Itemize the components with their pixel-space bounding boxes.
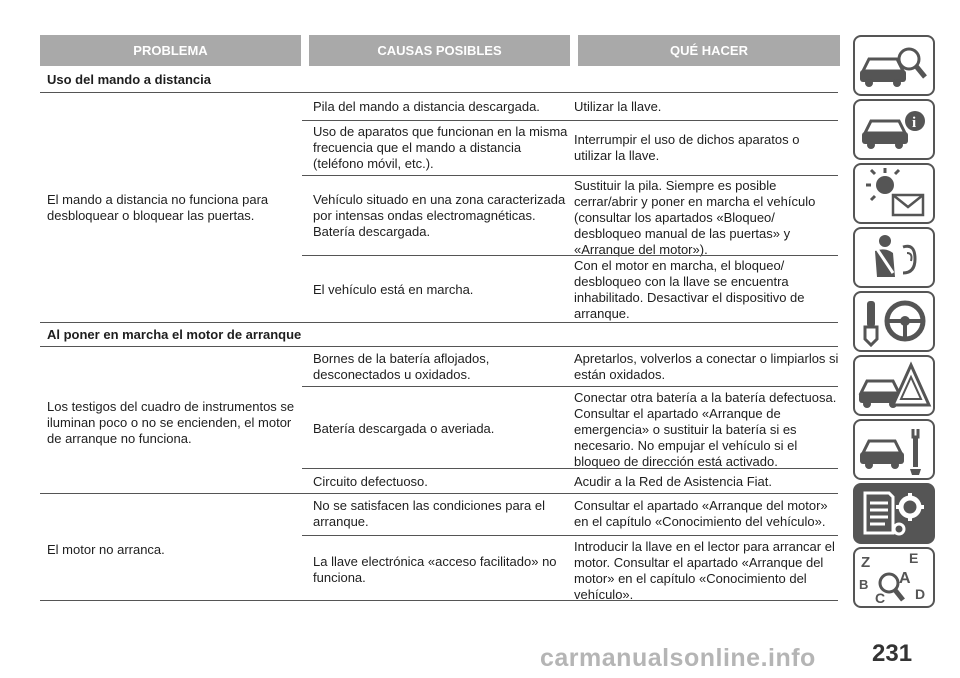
- row-divider: [302, 535, 838, 536]
- car-search-icon: [855, 37, 933, 94]
- cause-text: Pila del mando a distancia descargada.: [313, 99, 540, 114]
- header-problema: PROBLEMA: [40, 35, 301, 66]
- tab-safety[interactable]: [853, 227, 935, 288]
- cause-text: La llave electrónica «acceso facilitado» no funciona.: [313, 554, 557, 585]
- index-letter: D: [915, 586, 926, 602]
- tab-maintenance[interactable]: [853, 419, 935, 480]
- index-letters-search-icon: [855, 549, 933, 606]
- divider: [40, 600, 838, 601]
- tab-warning-lights[interactable]: [853, 163, 935, 224]
- header-que-hacer: QUÉ HACER: [578, 35, 840, 66]
- problem-text: Los testigos del cuadro de instrumentos se iluminan poco o no se encienden, el motor de arranque no funciona.: [47, 399, 295, 446]
- action-text: Introducir la llave en el lector para arrancar el motor. Consultar el apartado «Arranque del motor» en el capítulo «Conocimiento del vehículo».: [574, 539, 835, 602]
- action-text: Con el motor en marcha, el bloqueo/ desbloqueo con la llave se encuentra inhabilitado. Desactivar el dispositivo de arranque.: [574, 258, 805, 321]
- row-divider: [302, 255, 838, 256]
- index-letter: A: [899, 570, 911, 587]
- row-divider: [302, 175, 838, 176]
- svg-text:i: i: [912, 115, 917, 131]
- action-text: Acudir a la Red de Asistencia Fiat.: [574, 474, 772, 489]
- cause-text: Bornes de la batería aflojados, desconectados u oxidados.: [313, 351, 490, 382]
- index-letter: B: [859, 577, 869, 592]
- index-letter: C: [875, 590, 886, 606]
- cause-text: Uso de aparatos que funcionan en la misma frecuencia que el mando a distancia (teléfono móvil, etc.).: [313, 124, 568, 171]
- tab-starting[interactable]: [853, 291, 935, 352]
- action-text: Conectar otra batería a la batería defectuosa. Consultar el apartado «Arranque de emergencia» o sustituir la batería si es necesario. No empujar el vehículo si el bloqueo de dirección está activado.: [574, 390, 837, 469]
- table-header: [40, 35, 840, 66]
- tab-car-search[interactable]: [853, 35, 935, 96]
- row-divider: [302, 468, 838, 469]
- cause-text: Batería descargada o averiada.: [313, 421, 495, 436]
- header-causas: CAUSAS POSIBLES: [309, 35, 570, 66]
- action-text: Apretarlos, volverlos a conectar o limpiarlos si están oxidados.: [574, 351, 839, 382]
- problem-text: El motor no arranca.: [47, 542, 165, 557]
- action-text: Utilizar la llave.: [574, 99, 662, 114]
- cause-text: Circuito defectuoso.: [313, 474, 428, 489]
- divider: [40, 322, 838, 323]
- section-title: Uso del mando a distancia: [47, 72, 211, 87]
- problem-text: El mando a distancia no funciona para desbloquear o bloquear las puertas.: [47, 192, 269, 223]
- cause-text: El vehículo está en marcha.: [313, 282, 474, 297]
- tab-technical-specs[interactable]: [853, 483, 935, 544]
- specs-gear-icon: [855, 485, 933, 542]
- car-warning-triangle-icon: [855, 357, 933, 414]
- seatbelt-airbag-icon: [855, 229, 933, 286]
- row-divider: [302, 120, 838, 121]
- cause-text: Vehículo situado en una zona caracterizada por intensas ondas electromagnéticas. Batería descargada.: [313, 192, 566, 239]
- tab-index[interactable]: [853, 547, 935, 608]
- watermark-text: carmanualsonline.info: [540, 644, 816, 672]
- tab-car-info[interactable]: [853, 99, 935, 160]
- action-text: Consultar el apartado «Arranque del motor» en el capítulo «Conocimiento del vehículo».: [574, 498, 828, 529]
- car-wrench-icon: [855, 421, 933, 478]
- section-title: Al poner en marcha el motor de arranque: [47, 327, 302, 342]
- divider: [40, 493, 838, 494]
- action-text: Interrumpir el uso de dichos aparatos o utilizar la llave.: [574, 132, 800, 163]
- divider: [40, 346, 838, 347]
- tab-emergency[interactable]: [853, 355, 935, 416]
- row-divider: [302, 386, 838, 387]
- divider: [40, 92, 838, 93]
- cause-text: No se satisfacen las condiciones para el arranque.: [313, 498, 545, 529]
- page-number: 231: [872, 640, 913, 667]
- action-text: Sustituir la pila. Siempre es posible cerrar/abrir y poner en marcha el vehículo (consultar los apartados «Bloqueo/ desbloqueo manual de las puertas» y «Arranque del motor»).: [574, 178, 816, 257]
- index-letter: E: [909, 550, 919, 566]
- index-letter: Z: [861, 554, 871, 571]
- car-info-icon: [855, 101, 933, 158]
- warning-light-envelope-icon: [855, 165, 933, 222]
- key-steering-wheel-icon: [855, 293, 933, 350]
